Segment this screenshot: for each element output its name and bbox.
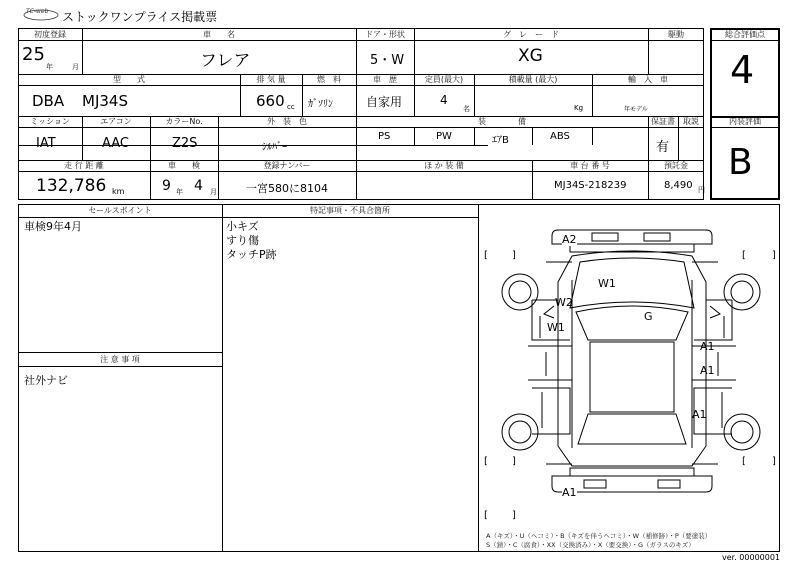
label-import: 輸 入 車 [628, 75, 668, 84]
inspection-month: 4 [194, 178, 203, 194]
car-name: フレア [200, 51, 251, 71]
logo-text: TC-web [26, 8, 49, 15]
bracket-left-1: [ [484, 250, 488, 261]
label-inspection: 車 検 [168, 161, 200, 170]
label-load: 積載量 (最大) [508, 75, 558, 84]
aircon: AAC [102, 136, 129, 151]
unit-yen: 円 [698, 186, 705, 194]
damage-mark-a1-rear: A1 [562, 486, 577, 499]
version: ver. 00000001 [722, 553, 781, 562]
unit-kg: Kg [574, 104, 584, 112]
bracket-right-1: ] [512, 250, 516, 261]
history: 自家用 [366, 95, 403, 109]
damage-mark-w1-hood: W1 [598, 277, 616, 290]
special-note-3: タッチP跡 [226, 248, 277, 261]
equip-pw: PW [436, 131, 452, 142]
equip-ps: PS [378, 131, 391, 142]
label-fuel: 燃 料 [317, 75, 341, 84]
unit-cc: cc [287, 103, 295, 111]
label-displacement: 排 気 量 [256, 75, 286, 84]
label-other-equip: ほ か 装 備 [424, 161, 464, 170]
label-door-shape: ドア・形状 [365, 30, 405, 39]
bracket-left-4: [ [742, 456, 746, 467]
label-chassis: 車 台 番 号 [570, 161, 610, 170]
label-drive: 駆動 [668, 30, 684, 39]
label-mileage: 走 行 距 離 [64, 161, 104, 170]
damage-mark-w1-left: W1 [547, 321, 565, 334]
label-caution: 注 意 事 項 [100, 355, 140, 364]
bracket-left-5: [ [484, 510, 488, 521]
overall-score: 4 [730, 48, 755, 92]
label-capacity: 定員(最大) [424, 75, 464, 84]
bracket-left-3: [ [484, 456, 488, 467]
label-manual: 取説 [683, 117, 699, 126]
interior-score: B [728, 142, 753, 183]
label-ext-color: 外 装 色 [267, 117, 307, 126]
label-history: 車 歴 [373, 75, 397, 84]
deposit: 8,490 [664, 180, 693, 191]
damage-mark-a1-r1: A1 [700, 340, 715, 353]
label-interior: 内装評価 [729, 117, 761, 126]
mileage: 132,786 [36, 176, 107, 196]
sales-point-text: 車検9年4月 [24, 220, 82, 233]
unit-persons: 名 [463, 105, 470, 113]
unit-model-year: 年モデル [624, 106, 648, 113]
damage-mark-a2: A2 [562, 233, 577, 246]
label-aircon: エアコン [100, 117, 132, 126]
label-plate: 登録ナンバー [263, 161, 311, 170]
label-equipment: 装 備 [478, 117, 526, 126]
label-first-reg: 初度登録 [34, 30, 66, 39]
label-warranty: 保証書 [651, 117, 675, 126]
fuel: ｶﾞｿﾘﾝ [308, 99, 333, 110]
label-model: 型 式 [113, 75, 145, 84]
unit-month: 月 [72, 63, 79, 71]
damage-mark-g: G [644, 310, 653, 323]
mission: IAT [36, 136, 56, 151]
bracket-right-4: ] [772, 456, 776, 467]
ext-color: ｼﾙﾊﾞｰ [262, 142, 287, 153]
label-color-no: カラーNo. [165, 117, 203, 126]
reg-year: 25 [22, 44, 45, 65]
bracket-left-2: [ [742, 250, 746, 261]
vehicle-info-table [18, 28, 704, 200]
warranty: 有 [656, 140, 670, 155]
unit-year: 年 [46, 63, 53, 71]
grade-value: XG [518, 46, 543, 66]
label-overall: 総合評価点 [725, 30, 765, 39]
color-no: Z2S [172, 136, 198, 151]
damage-mark-a1-r3: A1 [692, 408, 707, 421]
page-title: ストックワンプライス掲載票 [62, 10, 218, 24]
logo [22, 6, 60, 20]
unit-insp-month: 月 [210, 188, 217, 196]
label-mission: ミッション [30, 117, 70, 126]
model-prefix: DBA [32, 92, 65, 110]
equip-airbag: ｴｱB [492, 135, 509, 146]
inspection-year: 9 [162, 178, 171, 194]
damage-legend-1: A（キズ）・U（ヘコミ）・B（キズを伴うヘコミ）・W（補修跡）・P（要塗装） [486, 532, 712, 540]
door-shape: 5・W [370, 53, 405, 68]
bracket-right-3: ] [512, 456, 516, 467]
label-sales-point: セールスポイント [88, 206, 152, 215]
displacement: 660 [256, 92, 285, 110]
chassis: MJ34S-218239 [554, 180, 627, 191]
bracket-right-5: ] [512, 510, 516, 521]
damage-mark-a1-r2: A1 [700, 364, 715, 377]
bracket-right-2: ] [772, 250, 776, 261]
capacity: 4 [440, 93, 448, 107]
label-grade: グ レ ー ド [503, 30, 559, 39]
label-deposit: 預託金 [664, 161, 688, 170]
damage-mark-w2: W2 [555, 296, 573, 309]
model-code: MJ34S [82, 92, 128, 110]
caution-text: 社外ナビ [24, 374, 68, 387]
car-damage-diagram [480, 220, 778, 530]
equip-abs: ABS [550, 131, 570, 142]
label-car-name: 車 名 [203, 30, 235, 39]
unit-km: km [112, 187, 125, 196]
plate: 一宮580に8104 [246, 182, 328, 195]
damage-legend-2: S（錆）・C（腐食）・XX（交換済み）・X（要交換）・G（ガラスのキズ） [486, 541, 695, 549]
unit-insp-year: 年 [176, 188, 183, 196]
label-special: 特記事項・不具合箇所 [310, 206, 390, 215]
special-note-2: すり傷 [226, 234, 259, 247]
special-note-1: 小キズ [226, 220, 259, 233]
